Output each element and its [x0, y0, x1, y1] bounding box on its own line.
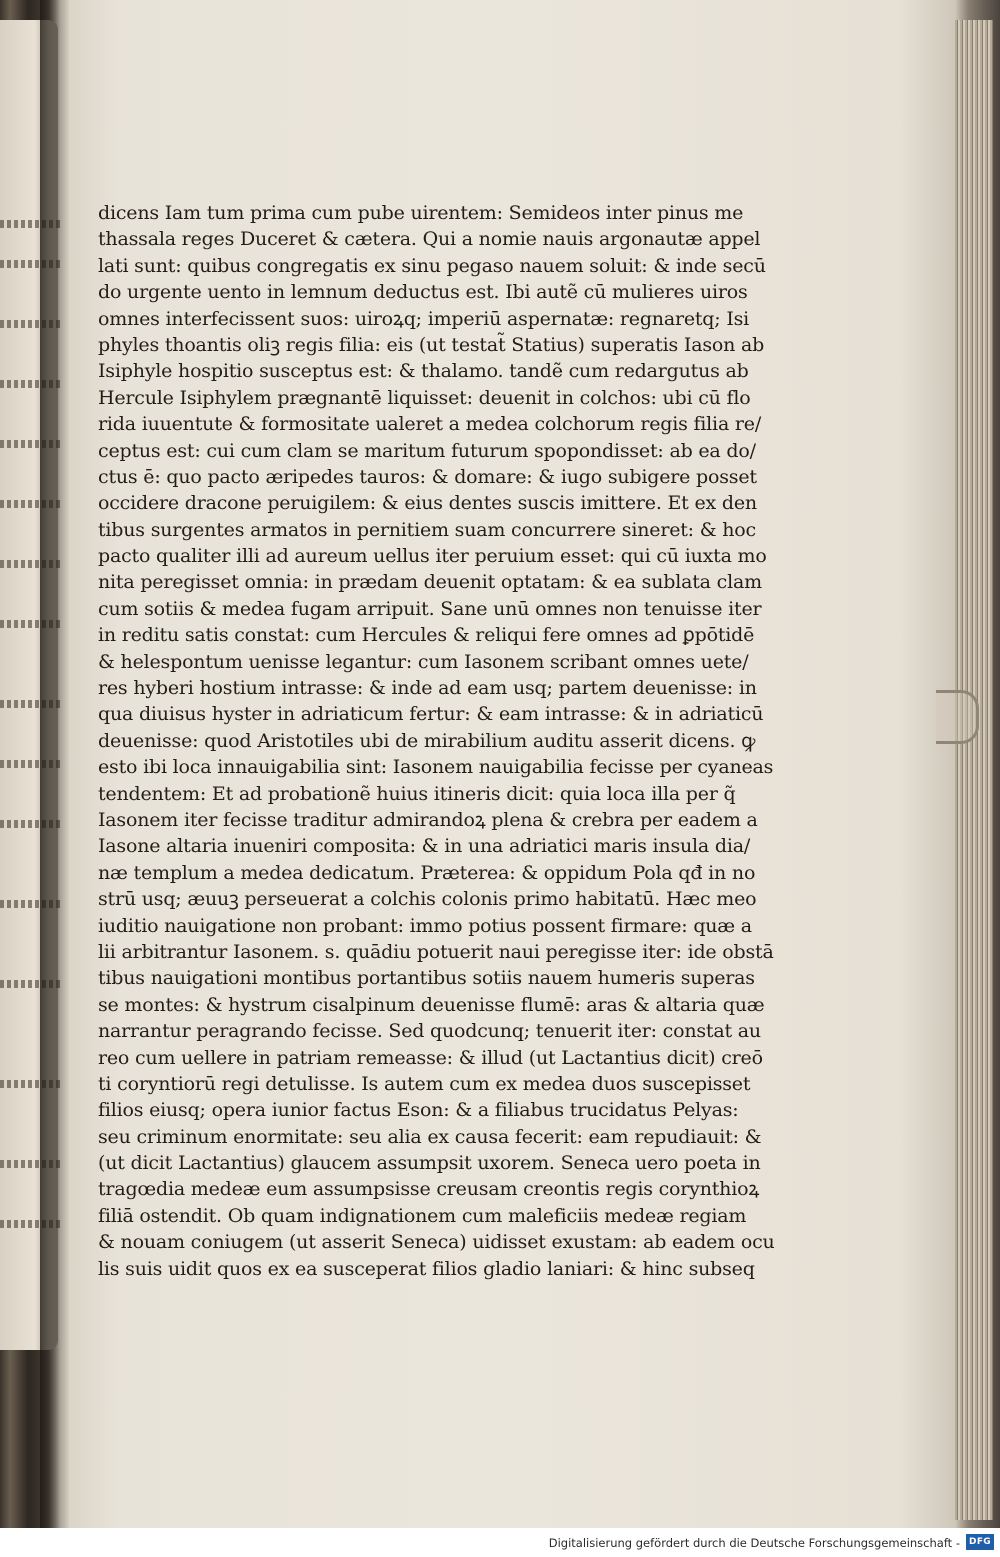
- text-line: deuenisse: quod Aristotiles ubi de mirabilium auditu asserit dicens. ꝙ: [98, 729, 756, 752]
- text-line: rida iuuentute & formositate ualeret a medea colchorum regis filia re/: [98, 413, 762, 436]
- text-line: pacto qualiter illi ad aureum uellus iter peruium esset: qui cū iuxta mo: [98, 545, 767, 568]
- text-line: ti coryntiorū regi detulisse. Is autem cum ex medea duos suscepisset: [98, 1072, 751, 1095]
- text-line: Hercule Isiphylem prægnantē liquisset: deuenit in colchos: ubi cū flo: [98, 386, 751, 409]
- text-line: tibus nauigationi montibus portantibus sotiis nauem humeris superas: [98, 967, 755, 990]
- text-line: Iasonem iter fecisse traditur admirandoꝝ plena & crebra per eadem a: [98, 808, 758, 831]
- text-line: (ut dicit Lactantius) glaucem assumpsit uxorem. Seneca uero poeta in: [98, 1152, 761, 1175]
- text-line: & helespontum uenisse legantur: cum Iasonem scribant omnes uete/: [98, 650, 749, 673]
- text-line: thassala reges Duceret & cætera. Qui a nomie nauis argonautæ appel: [98, 228, 761, 251]
- text-line: iuditio nauigatione non probant: immo potius possent firmare: quæ a: [98, 914, 752, 937]
- body-text: [98, 200, 775, 1282]
- text-line: Isiphyle hospitio susceptus est: & thalamo. tandẽ cum redargutus ab: [98, 360, 749, 383]
- book-spine-shadow: [40, 0, 70, 1528]
- text-line: cum sotiis & medea fugam arripuit. Sane unū omnes non tenuisse iter: [98, 597, 762, 620]
- text-line: lati sunt: quibus congregatis ex sinu pegaso nauem soluit: & inde secū: [98, 254, 766, 277]
- text-line: esto ibi loca innauigabilia sint: Iasonem nauigabilia fecisse per cyaneas: [98, 756, 774, 779]
- text-line: tendentem: Et ad probationẽ huius itineris dicit: quia loca illa per q̃: [98, 782, 736, 805]
- dfg-logo: DFG: [966, 1534, 994, 1550]
- page-stack-edge: [955, 20, 993, 1520]
- text-line: omnes interfecissent suos: uiroꝝq; imperiū aspernatæ: regnaretq; Isi: [98, 307, 750, 330]
- text-line: tragœdia medeæ eum assumpsisse creusam creontis regis corynthioꝝ: [98, 1178, 760, 1201]
- text-line: dicens Iam tum prima cum pube uirentem: Semideos inter pinus me: [98, 202, 744, 224]
- text-line: qua diuisus hyster in adriaticum fertur: & eam intrasse: & in adriaticū: [98, 703, 764, 726]
- text-line: & nouam coniugem (ut asserit Seneca) uidisset exustam: ab eadem ocu: [98, 1231, 775, 1254]
- text-line: tibus surgentes armatos in pernitiem suam concurrere sineret: & hoc: [98, 518, 756, 541]
- text-line: seu criminum enormitate: seu alia ex causa fecerit: eam repudiauit: &: [98, 1125, 762, 1148]
- text-line: ctus ē: quo pacto æripedes tauros: & domare: & iugo subigere posset: [98, 465, 757, 488]
- text-line: lii arbitrantur Iasonem. s. quādiu potuerit naui peregisse iter: ide obstā: [98, 940, 774, 963]
- text-line: filios eiusq; opera iunior factus Eson: & a filiabus trucidatus Pelyas:: [98, 1099, 739, 1122]
- page-clip: [936, 690, 979, 744]
- footer-bar: [0, 1528, 1000, 1557]
- text-line: phyles thoantis oliꝫ regis filia: eis (ut testat̃ Statius) superatis Iason ab: [98, 333, 765, 356]
- text-line: se montes: & hystrum cisalpinum deuenisse flumē: aras & altaria quæ: [98, 993, 765, 1016]
- text-line: Iasone altaria inueniri composita: & in una adriatici maris insula dia/: [98, 835, 751, 858]
- text-line: do urgente uento in lemnum deductus est. Ibi autẽ cū mulieres uiros: [98, 281, 748, 304]
- text-line: in reditu satis constat: cum Hercules & reliqui fere omnes ad ꝑpōtidē: [98, 624, 755, 647]
- text-line: lis suis uidit quos ex ea susceperat filios gladio laniari: & hinc subseq: [98, 1257, 755, 1280]
- text-line: strū usq; æuuꝫ perseuerat a colchis colonis primo habitatū. Hæc meo: [98, 888, 757, 911]
- text-line: ceptus est: cui cum clam se maritum futurum spopondisset: ab ea do/: [98, 439, 756, 462]
- text-line: narrantur peragrando fecisse. Sed quodcunq; tenuerit iter: constat au: [98, 1020, 761, 1043]
- text-line: res hyberi hostium intrasse: & inde ad eam usq; partem deuenisse: in: [98, 677, 757, 700]
- text-line: næ templum a medea dedicatum. Præterea: & oppidum Pola qđ in no: [98, 861, 756, 884]
- text-line: filiā ostendit. Ob quam indignationem cum maleficiis medeæ regiam: [98, 1204, 747, 1227]
- text-line: nita peregisset omnia: in prædam deuenit optatam: & ea sublata clam: [98, 571, 762, 594]
- text-line: reo cum uellere in patriam remeasse: & illud (ut Lactantius dicit) creō: [98, 1046, 763, 1069]
- footer-credit: Digitalisierung gefördert durch die Deutsche Forschungsgemeinschaft -: [548, 1536, 960, 1550]
- text-line: occidere dracone peruigilem: & eius dentes suscis imittere. Et ex den: [98, 492, 757, 515]
